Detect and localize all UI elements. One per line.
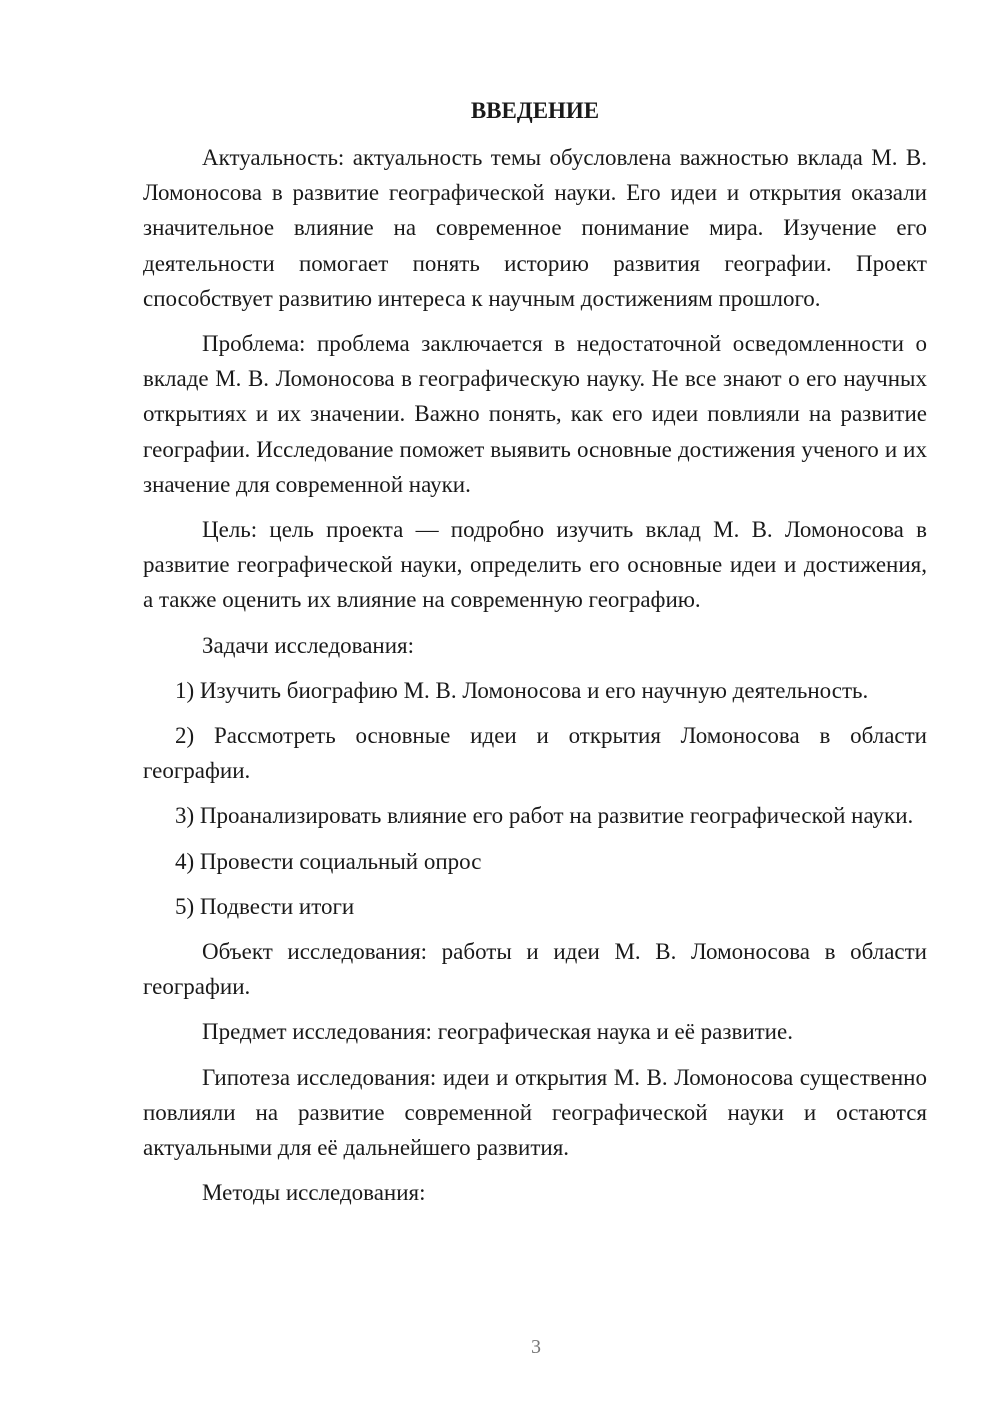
document-page xyxy=(143,95,927,1210)
task-item-3: 3) Проанализировать влияние его работ на развитие географической науки. xyxy=(175,803,914,829)
paragraph-subject: Предмет исследования: географическая наука и её развитие. xyxy=(202,1019,793,1045)
page-title: ВВЕДЕНИЕ xyxy=(470,98,600,123)
tasks-title: Задачи исследования: xyxy=(202,632,415,658)
task-item-5: 5) Подвести итоги xyxy=(175,893,355,919)
paragraph-hypothesis: Гипотеза исследования: идеи и открытия М. В. Ломоносова существенно повлияли на развитие современной географической науки и остаются актуальными для её дальнейшего развития. xyxy=(143,1064,927,1161)
task-item-4: 4) Провести социальный опрос xyxy=(175,848,482,874)
paragraph-relevance: Актуальность: актуальность темы обусловлена важностью вклада М. В. Ломоносова в развитие географической науки. Его идеи и открытия оказали значительное влияние на современное понимание мира. Изучение его деятельности помогает понять историю развития географии. Проект способствует развитию интереса к научным достижениям прошлого. xyxy=(143,145,927,311)
task-item-2: 2) Рассмотреть основные идеи и открытия Ломоносова в области географии. xyxy=(143,723,927,784)
paragraph-object: Объект исследования: работы и идеи М. В. Ломоносова в области географии. xyxy=(143,939,927,1000)
paragraph-goal: Цель: цель проекта — подробно изучить вклад М. В. Ломоносова в развитие географической науки, определить его основные идеи и достижения, а также оценить их влияние на современную географию. xyxy=(143,517,927,613)
page-number: 3 xyxy=(531,1336,541,1358)
task-item-1: 1) Изучить биографию М. В. Ломоносова и его научную деятельность. xyxy=(175,677,869,703)
methods-title: Методы исследования: xyxy=(202,1180,426,1206)
paragraph-problem: Проблема: проблема заключается в недостаточной осведомленности о вкладе М. В. Ломоносова в географическую науку. Не все знают о его научных открытиях и их значении. Важно понять, как его идеи повлияли на развитие географии. Исследование поможет выявить основные достижения ученого и их значение для современной науки. xyxy=(143,331,927,497)
